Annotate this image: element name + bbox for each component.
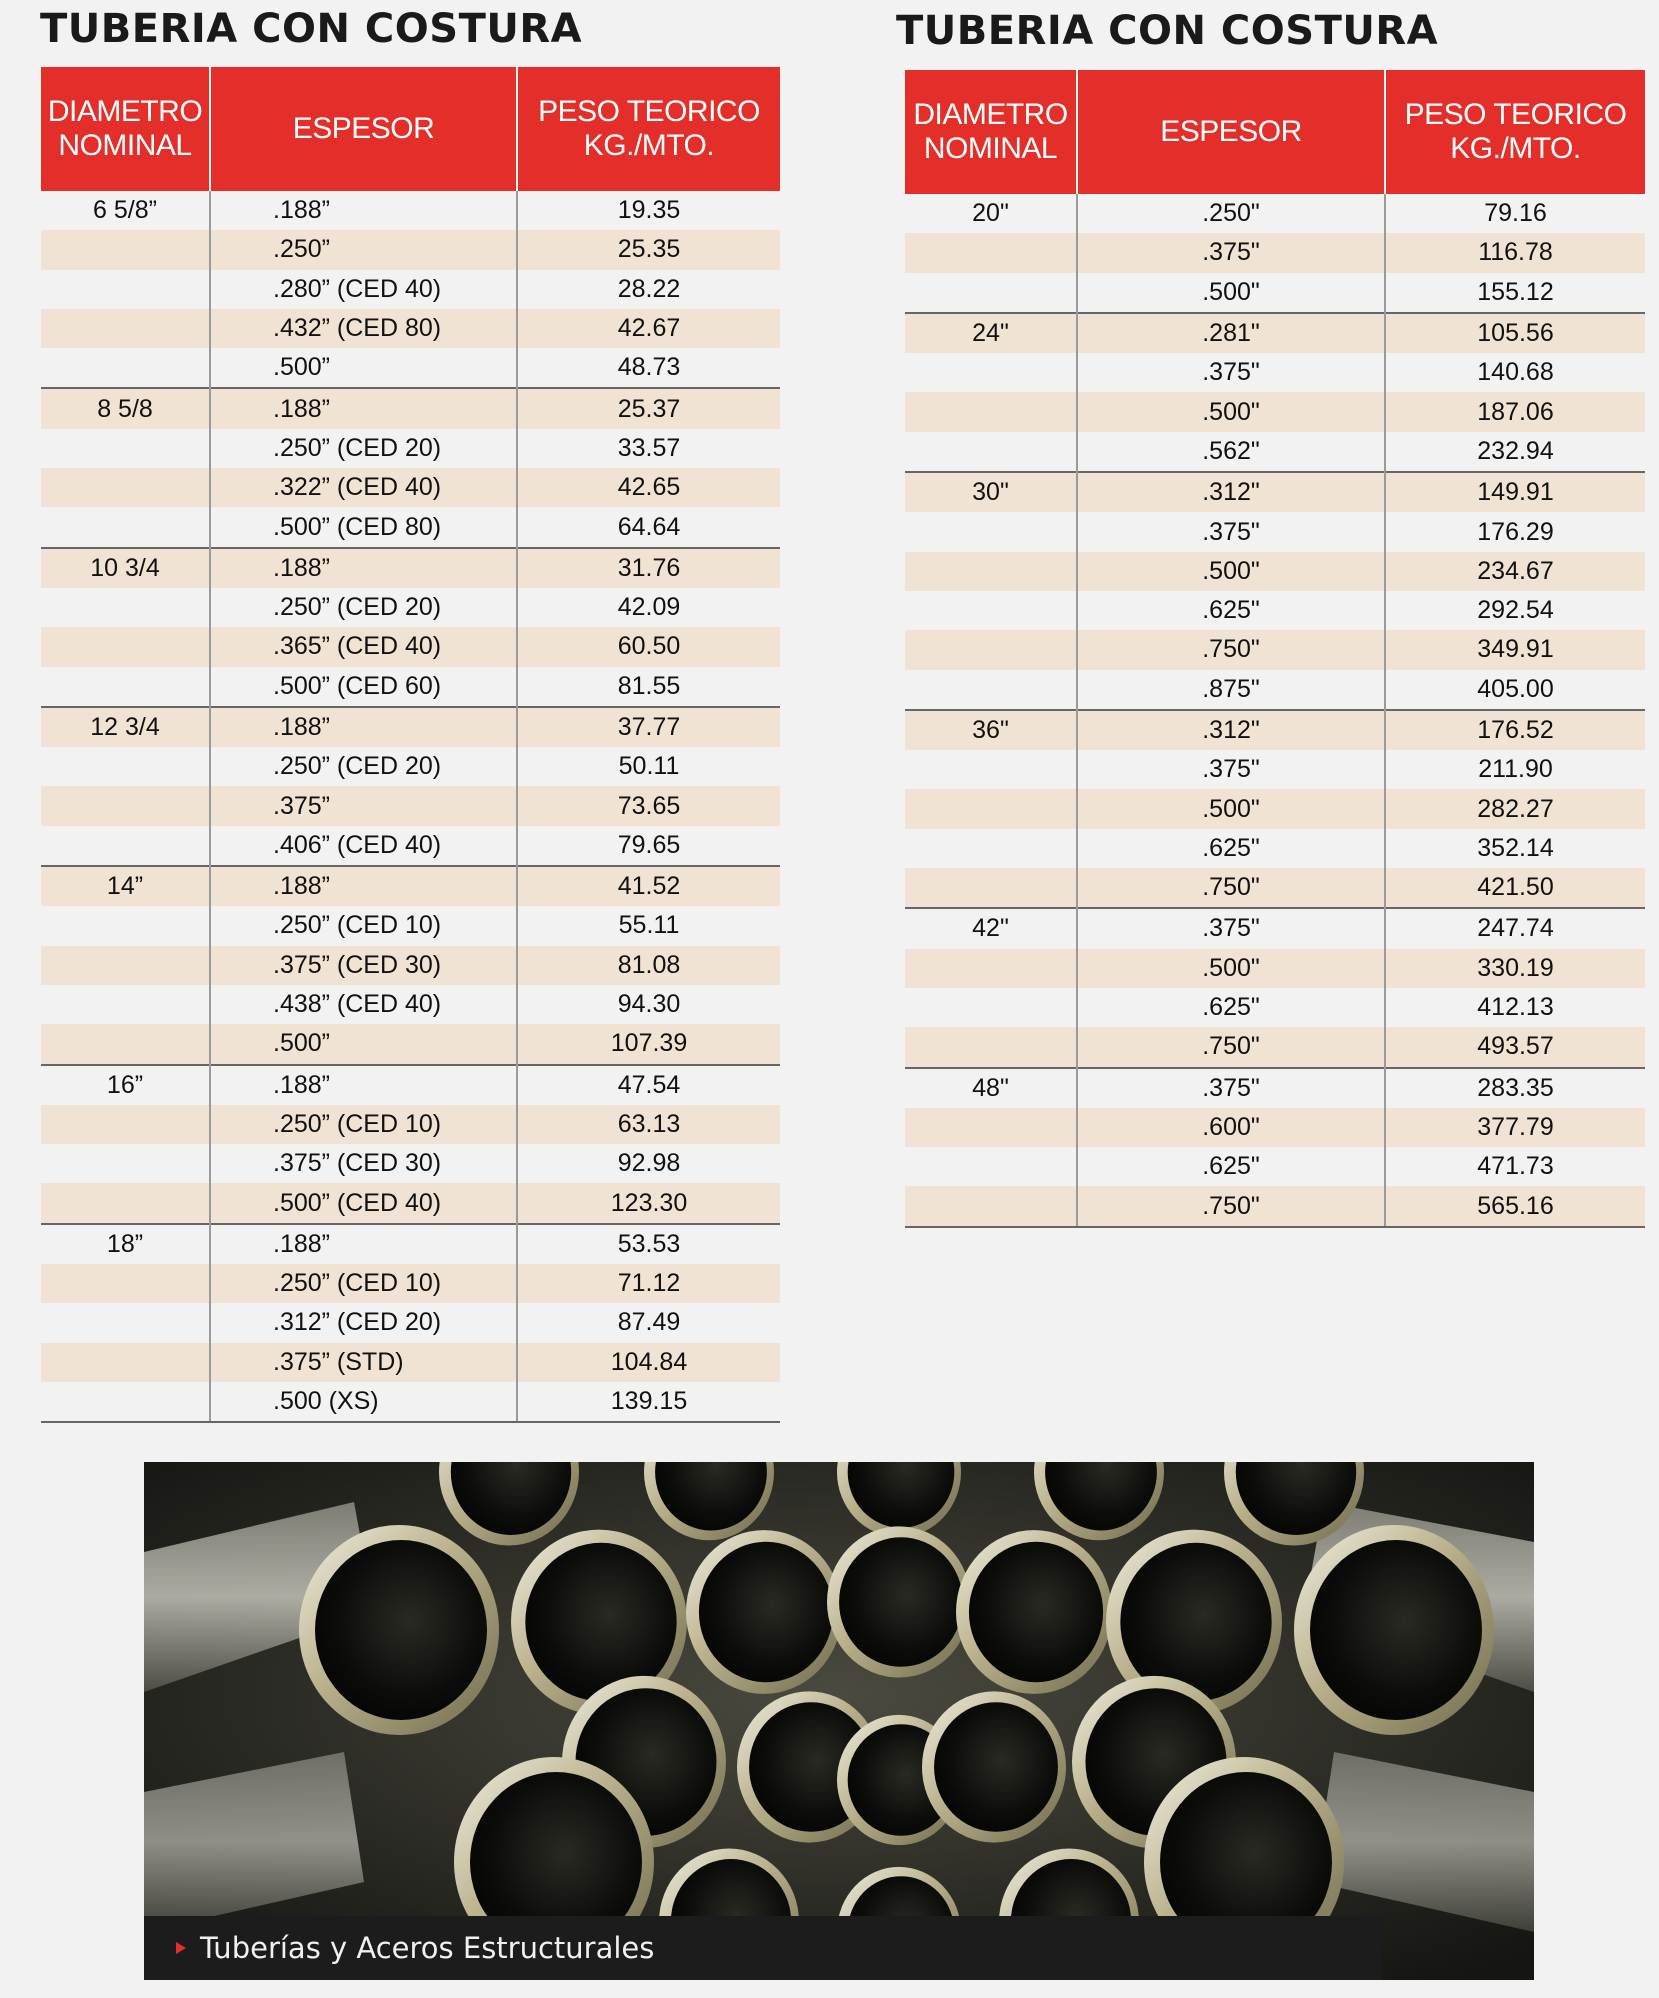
espesor-cell: .500” — [210, 1024, 517, 1064]
espesor-cell: .438” (CED 40) — [210, 985, 517, 1024]
peso-cell: 330.19 — [1385, 949, 1645, 988]
espesor-cell: .406” (CED 40) — [210, 826, 517, 866]
espesor-cell: .250" — [1077, 194, 1385, 233]
diametro-cell — [905, 273, 1077, 313]
espesor-cell: .312" — [1077, 472, 1385, 512]
diametro-cell: 10 3/4 — [41, 548, 210, 588]
diametro-cell: 12 3/4 — [41, 707, 210, 747]
diametro-cell — [41, 826, 210, 866]
espesor-cell: .500” (CED 80) — [210, 507, 517, 547]
diametro-cell — [41, 1105, 210, 1144]
table-row — [905, 789, 1645, 828]
espesor-cell: .188” — [210, 191, 517, 230]
peso-cell: 412.13 — [1385, 988, 1645, 1027]
peso-cell: 107.39 — [517, 1024, 780, 1064]
table-row — [905, 194, 1645, 233]
espesor-cell: .312” (CED 20) — [210, 1303, 517, 1342]
espesor-cell: .312" — [1077, 710, 1385, 750]
caption-arrow-icon — [176, 1942, 186, 1954]
espesor-cell: .375” (CED 30) — [210, 946, 517, 985]
diametro-cell — [41, 468, 210, 507]
peso-cell: 232.94 — [1385, 432, 1645, 472]
pipe-end-hole — [969, 1542, 1103, 1682]
peso-cell: 565.16 — [1385, 1186, 1645, 1226]
peso-cell: 73.65 — [517, 786, 780, 825]
banner-caption: Tuberías y Aceros Estructurales — [200, 1931, 655, 1965]
espesor-cell: .562" — [1077, 432, 1385, 472]
peso-cell: 123.30 — [517, 1183, 780, 1223]
table-row — [41, 1105, 780, 1144]
diametro-cell — [41, 786, 210, 825]
peso-cell: 234.67 — [1385, 552, 1645, 591]
diametro-cell — [41, 588, 210, 627]
peso-cell: 377.79 — [1385, 1108, 1645, 1147]
espesor-cell: .250” (CED 10) — [210, 1105, 517, 1144]
espesor-cell: .250” (CED 10) — [210, 906, 517, 945]
table-row — [905, 552, 1645, 591]
table-row — [41, 388, 780, 428]
table-row — [41, 1224, 780, 1264]
espesor-cell: .500" — [1077, 789, 1385, 828]
espesor-cell: .250” (CED 20) — [210, 429, 517, 468]
diametro-cell — [905, 670, 1077, 710]
espesor-cell: .625" — [1077, 591, 1385, 630]
diametro-cell: 20" — [972, 199, 1009, 228]
header-peso-teorico: PESO TEORICO KG./MTO. — [517, 67, 780, 191]
espesor-cell: .365” (CED 40) — [210, 627, 517, 666]
espesor-cell: .375" — [1077, 1068, 1385, 1108]
peso-cell: 140.68 — [1385, 353, 1645, 392]
table-row — [905, 670, 1645, 710]
peso-cell: 79.16 — [1385, 194, 1645, 233]
peso-cell: 211.90 — [1385, 750, 1645, 789]
espesor-cell: .500" — [1077, 392, 1385, 431]
diametro-cell — [41, 1144, 210, 1183]
pipe-spec-table-left — [41, 67, 780, 1423]
espesor-cell: .500 (XS) — [210, 1382, 517, 1422]
espesor-cell: .188” — [210, 548, 517, 588]
diametro-cell — [905, 1186, 1077, 1226]
table-row — [41, 507, 780, 547]
espesor-cell: .375" — [1077, 512, 1385, 551]
peso-cell: 28.22 — [517, 270, 780, 309]
peso-cell: 155.12 — [1385, 273, 1645, 313]
diametro-cell — [41, 230, 210, 269]
diametro-cell — [905, 591, 1077, 630]
diametro-cell — [905, 988, 1077, 1027]
diametro-cell: 36" — [905, 710, 1077, 750]
espesor-cell: .375" — [1077, 750, 1385, 789]
table-row — [905, 750, 1645, 789]
peso-cell: 104.84 — [517, 1343, 780, 1382]
pipe-spec-table-right — [905, 70, 1645, 1228]
espesor-cell: .375" — [1077, 353, 1385, 392]
peso-cell: 42.65 — [517, 468, 780, 507]
peso-cell: 176.52 — [1385, 710, 1645, 750]
peso-cell: 349.91 — [1385, 630, 1645, 669]
table-row — [41, 627, 780, 666]
espesor-cell: .500" — [1077, 949, 1385, 988]
diametro-cell — [41, 1024, 210, 1064]
peso-cell: 471.73 — [1385, 1147, 1645, 1186]
diametro-cell — [905, 789, 1077, 828]
diametro-cell: 8 5/8 — [41, 388, 210, 428]
table-row — [905, 1147, 1645, 1186]
diametro-cell: 24" — [905, 313, 1077, 353]
table-row — [41, 1303, 780, 1342]
diametro-cell — [41, 747, 210, 786]
table-row — [41, 270, 780, 309]
diametro-cell — [905, 392, 1077, 431]
espesor-cell: .250” (CED 20) — [210, 747, 517, 786]
table-row — [905, 829, 1645, 868]
diametro-cell — [41, 429, 210, 468]
table-row — [905, 472, 1645, 512]
peso-cell: 64.64 — [517, 507, 780, 547]
table-row — [905, 1108, 1645, 1147]
table-row — [41, 429, 780, 468]
diametro-cell — [41, 1183, 210, 1223]
peso-cell: 282.27 — [1385, 789, 1645, 828]
peso-cell: 405.00 — [1385, 670, 1645, 710]
diametro-cell: 30" — [905, 472, 1077, 512]
peso-cell: 116.78 — [1385, 233, 1645, 272]
table-row — [41, 1343, 780, 1382]
peso-cell: 81.08 — [517, 946, 780, 985]
peso-cell: 55.11 — [517, 906, 780, 945]
table-row — [905, 273, 1645, 313]
espesor-cell: .875" — [1077, 670, 1385, 710]
peso-cell: 48.73 — [517, 348, 780, 388]
table-row — [905, 512, 1645, 551]
diametro-cell — [41, 507, 210, 547]
diametro-cell — [41, 985, 210, 1024]
espesor-cell: .375” (CED 30) — [210, 1144, 517, 1183]
espesor-cell: .750" — [1077, 630, 1385, 669]
diametro-cell: 48" — [905, 1068, 1077, 1108]
table-row — [41, 906, 780, 945]
peso-cell: 139.15 — [517, 1382, 780, 1422]
espesor-cell: .625" — [1077, 988, 1385, 1027]
diametro-cell — [41, 906, 210, 945]
espesor-cell: .188” — [210, 1065, 517, 1105]
header-peso-teorico: PESO TEORICO KG./MTO. — [1385, 70, 1645, 194]
peso-cell: 19.35 — [517, 191, 780, 230]
header-espesor: ESPESOR — [210, 67, 517, 191]
table-row — [41, 548, 780, 588]
espesor-cell: .250” — [210, 230, 517, 269]
table-row — [41, 348, 780, 388]
espesor-cell: .188” — [210, 388, 517, 428]
table-row — [905, 392, 1645, 431]
peso-cell: 25.37 — [517, 388, 780, 428]
diametro-cell — [905, 512, 1077, 551]
peso-cell: 25.35 — [517, 230, 780, 269]
peso-cell: 41.52 — [517, 866, 780, 906]
table-row — [41, 1382, 780, 1422]
peso-cell: 42.67 — [517, 309, 780, 348]
table-row — [905, 868, 1645, 908]
table-row — [41, 866, 780, 906]
espesor-cell: .500” (CED 60) — [210, 667, 517, 707]
diametro-cell — [41, 667, 210, 707]
pipe-end-hole — [934, 1702, 1058, 1832]
table-row — [41, 588, 780, 627]
peso-cell: 292.54 — [1385, 591, 1645, 630]
peso-cell: 63.13 — [517, 1105, 780, 1144]
diametro-cell: 6 5/8” — [93, 196, 157, 225]
header-diametro-nominal: DIAMETRO NOMINAL — [41, 67, 210, 191]
table-row — [41, 826, 780, 866]
banner-caption-bar — [144, 1916, 1382, 1980]
steel-pipes-photo-banner — [144, 1462, 1534, 1980]
table-row — [905, 233, 1645, 272]
espesor-cell: .281" — [1077, 313, 1385, 353]
diametro-cell — [905, 630, 1077, 669]
table-row — [905, 1186, 1645, 1226]
peso-cell: 79.65 — [517, 826, 780, 866]
table-row — [41, 309, 780, 348]
table-row — [41, 946, 780, 985]
table-row — [905, 432, 1645, 472]
espesor-cell: .750" — [1077, 868, 1385, 908]
table-header-row — [41, 67, 780, 191]
espesor-cell: .500” — [210, 348, 517, 388]
espesor-cell: .750" — [1077, 1186, 1385, 1226]
espesor-cell: .188” — [210, 707, 517, 747]
peso-cell: 47.54 — [517, 1065, 780, 1105]
diametro-cell — [905, 1147, 1077, 1186]
diametro-cell — [41, 270, 210, 309]
table-row — [41, 1264, 780, 1303]
table-row — [41, 747, 780, 786]
diametro-cell — [905, 552, 1077, 591]
peso-cell: 71.12 — [517, 1264, 780, 1303]
table-row — [41, 667, 780, 707]
diametro-cell — [905, 829, 1077, 868]
peso-cell: 53.53 — [517, 1224, 780, 1264]
stacked-pipes-photo — [144, 1462, 1534, 1980]
espesor-cell: .500" — [1077, 273, 1385, 313]
diametro-cell — [905, 1108, 1077, 1147]
diametro-cell — [41, 1382, 210, 1422]
table-row — [905, 1068, 1645, 1108]
table-row — [905, 353, 1645, 392]
diametro-cell — [41, 627, 210, 666]
table-row — [41, 985, 780, 1024]
peso-cell: 31.76 — [517, 548, 780, 588]
espesor-cell: .375” (STD) — [210, 1343, 517, 1382]
diametro-cell: 42" — [905, 908, 1077, 948]
table-header-row — [905, 70, 1645, 194]
diametro-cell — [905, 432, 1077, 472]
espesor-cell: .750" — [1077, 1027, 1385, 1067]
espesor-cell: .625" — [1077, 829, 1385, 868]
pipe-end-hole — [839, 1537, 963, 1667]
pipe-end-hole — [1310, 1540, 1482, 1720]
table-row — [905, 313, 1645, 353]
page-title-right: TUBERIA CON COSTURA — [896, 8, 1439, 54]
table-row — [905, 988, 1645, 1027]
peso-cell: 94.30 — [517, 985, 780, 1024]
peso-cell: 37.77 — [517, 707, 780, 747]
diametro-cell: 14” — [41, 866, 210, 906]
espesor-cell: .375" — [1077, 908, 1385, 948]
header-espesor: ESPESOR — [1077, 70, 1385, 194]
peso-cell: 352.14 — [1385, 829, 1645, 868]
header-diametro-nominal: DIAMETRO NOMINAL — [905, 70, 1077, 194]
diametro-cell — [905, 1027, 1077, 1067]
espesor-cell: .500" — [1077, 552, 1385, 591]
espesor-cell: .375" — [1077, 233, 1385, 272]
peso-cell: 42.09 — [517, 588, 780, 627]
peso-cell: 176.29 — [1385, 512, 1645, 551]
page-title-left: TUBERIA CON COSTURA — [40, 6, 583, 52]
diametro-cell — [905, 750, 1077, 789]
peso-cell: 50.11 — [517, 747, 780, 786]
peso-cell: 493.57 — [1385, 1027, 1645, 1067]
table-row — [41, 230, 780, 269]
table-row — [41, 1183, 780, 1223]
espesor-cell: .322” (CED 40) — [210, 468, 517, 507]
table-row — [905, 630, 1645, 669]
espesor-cell: .250” (CED 20) — [210, 588, 517, 627]
espesor-cell: .432” (CED 80) — [210, 309, 517, 348]
espesor-cell: .188” — [210, 1224, 517, 1264]
table-row — [905, 949, 1645, 988]
peso-cell: 92.98 — [517, 1144, 780, 1183]
diametro-cell: 16” — [41, 1065, 210, 1105]
espesor-cell: .250” (CED 10) — [210, 1264, 517, 1303]
pipe-end-hole — [699, 1542, 833, 1682]
table-row — [905, 591, 1645, 630]
table-row — [41, 1065, 780, 1105]
espesor-cell: .188” — [210, 866, 517, 906]
peso-cell: 187.06 — [1385, 392, 1645, 431]
espesor-cell: .375” — [210, 786, 517, 825]
table-row — [905, 1027, 1645, 1067]
peso-cell: 60.50 — [517, 627, 780, 666]
diametro-cell — [41, 1264, 210, 1303]
table-row — [905, 908, 1645, 948]
diametro-cell — [905, 353, 1077, 392]
table-row — [41, 1024, 780, 1064]
diametro-cell: 18” — [41, 1224, 210, 1264]
peso-cell: 87.49 — [517, 1303, 780, 1342]
peso-cell: 421.50 — [1385, 868, 1645, 908]
peso-cell: 247.74 — [1385, 908, 1645, 948]
table-row — [41, 1144, 780, 1183]
diametro-cell — [41, 1343, 210, 1382]
table-row — [41, 191, 780, 230]
diametro-cell — [905, 949, 1077, 988]
table-row — [41, 468, 780, 507]
pipe-end-hole — [315, 1540, 487, 1720]
diametro-cell — [41, 946, 210, 985]
diametro-cell — [905, 233, 1077, 272]
diametro-cell — [41, 348, 210, 388]
peso-cell: 149.91 — [1385, 472, 1645, 512]
espesor-cell: .280” (CED 40) — [210, 270, 517, 309]
table-row — [41, 786, 780, 825]
peso-cell: 81.55 — [517, 667, 780, 707]
diametro-cell — [905, 868, 1077, 908]
table-row — [905, 710, 1645, 750]
espesor-cell: .625" — [1077, 1147, 1385, 1186]
peso-cell: 283.35 — [1385, 1068, 1645, 1108]
peso-cell: 33.57 — [517, 429, 780, 468]
espesor-cell: .600" — [1077, 1108, 1385, 1147]
peso-cell: 105.56 — [1385, 313, 1645, 353]
diametro-cell — [41, 1303, 210, 1342]
diametro-cell — [41, 309, 210, 348]
espesor-cell: .500” (CED 40) — [210, 1183, 517, 1223]
table-row — [41, 707, 780, 747]
